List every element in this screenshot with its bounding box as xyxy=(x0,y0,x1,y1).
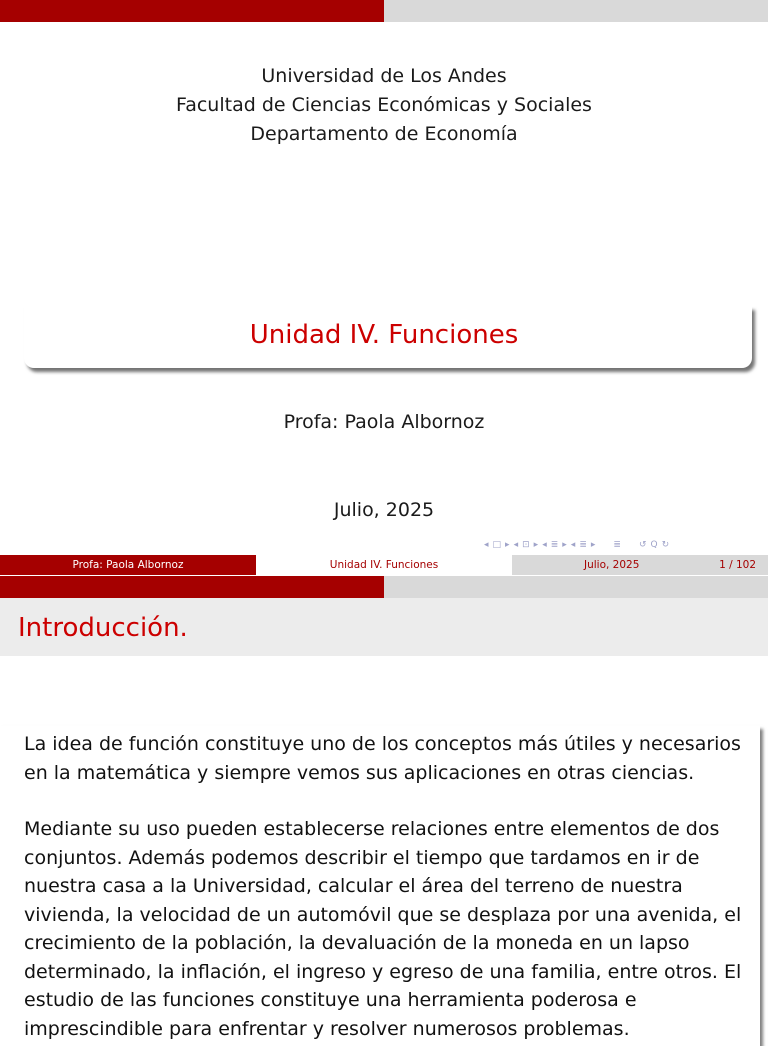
top-bar-red xyxy=(0,576,384,598)
frame-title-bar xyxy=(0,598,768,656)
department-line: Departamento de Economía xyxy=(250,123,518,145)
nav-left-icon[interactable]: ◂ xyxy=(513,540,519,550)
text-line: imprescindible para enfrentar y resolver numerosos problemas. xyxy=(24,1017,630,1040)
presentation-date: Julio, 2025 xyxy=(333,499,435,521)
nav-back-icon[interactable]: ↺ xyxy=(638,540,647,550)
text-line: crecimiento de la población, la devaluación de la moneda en un lapso xyxy=(24,932,690,954)
text-line: La idea de función constituye uno de los conceptos más útiles y necesarios xyxy=(24,733,741,755)
footer-author: Profa: Paola Albornoz xyxy=(0,555,256,575)
nav-subsection-icon[interactable]: ⊡ xyxy=(522,540,530,550)
nav-search-icon[interactable]: Q xyxy=(650,540,658,550)
top-bar-grey xyxy=(384,576,768,598)
nav-left-icon[interactable]: ◂ xyxy=(484,540,489,550)
institution-block xyxy=(0,62,768,149)
footline xyxy=(0,555,768,575)
paragraph xyxy=(24,730,759,787)
footer-date-page xyxy=(512,555,768,575)
footer-page-number: 1 / 102 xyxy=(719,559,756,571)
text-line: determinado, la inflación, el ingreso y egreso de una familia, entre otros. El xyxy=(24,960,742,983)
text-line: conjuntos. Además podemos describir el tiempo que tardamos en ir de xyxy=(24,846,700,869)
text-line: en la matemática y siempre vemos sus aplicaciones en otras ciencias. xyxy=(24,761,695,784)
text-line: vivienda, la velocidad de un automóvil que se desplaza por una avenida, el xyxy=(24,903,742,926)
top-bar-grey xyxy=(384,0,768,22)
nav-right-icon[interactable]: ▸ xyxy=(590,540,596,550)
nav-section-icon[interactable]: ≣ xyxy=(579,540,587,550)
nav-section-icon[interactable]: ≣ xyxy=(550,540,559,550)
faculty-line: Facultad de Ciencias Económicas y Sociales xyxy=(176,94,592,116)
paragraph xyxy=(24,815,759,1043)
beamer-navigation-symbols[interactable] xyxy=(484,537,669,553)
presentation-title: Unidad IV. Funciones xyxy=(249,320,519,350)
introduction-slide xyxy=(0,576,768,1040)
nav-left-icon[interactable]: ◂ xyxy=(570,540,576,550)
text-line: Mediante su uso pueden establecerse relaciones entre elementos de dos xyxy=(24,818,720,840)
nav-frame-icon[interactable]: □ xyxy=(492,540,502,550)
text-line: estudio de las funciones constituye una herramienta poderosa e xyxy=(24,989,637,1011)
footer-title: Unidad IV. Funciones xyxy=(256,555,512,575)
body-text xyxy=(24,730,759,1043)
author-name: Profa: Paola Albornoz xyxy=(283,411,485,433)
top-bar-red xyxy=(0,0,384,22)
nav-right-icon[interactable]: ▸ xyxy=(562,540,567,550)
nav-right-icon[interactable]: ▸ xyxy=(533,540,539,550)
nav-document-icon[interactable]: ≣ xyxy=(613,540,621,550)
text-line: nuestra casa a la Universidad, calcular el área del terreno de nuestra xyxy=(24,875,683,897)
nav-right-icon[interactable]: ▸ xyxy=(505,540,510,550)
institution-line: Universidad de Los Andes xyxy=(261,65,507,87)
nav-left-icon[interactable]: ◂ xyxy=(542,540,547,550)
footer-date: Julio, 2025 xyxy=(584,559,640,571)
frame-title: Introducción. xyxy=(18,613,188,643)
nav-forward-icon[interactable]: ↻ xyxy=(661,540,670,550)
